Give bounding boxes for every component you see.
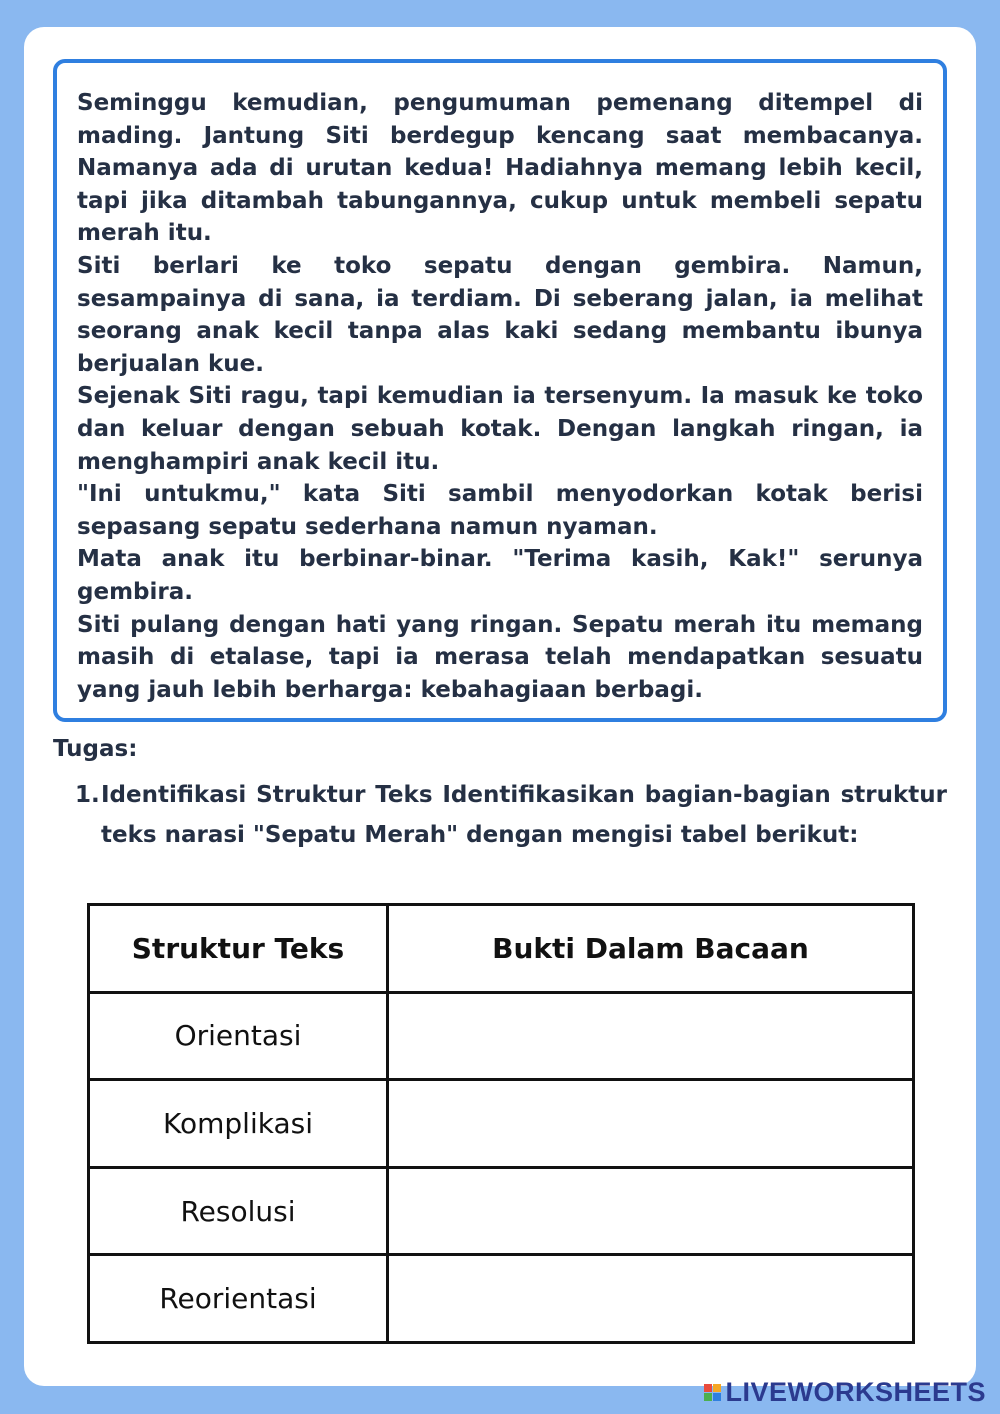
evidence-input-resolusi[interactable] [388,1167,914,1255]
table-row [89,992,914,1080]
structure-table [87,903,915,1344]
logo-square-1 [704,1384,712,1392]
task-item-text: Identifikasi Struktur Teks Identifikasikan bagian-bagian struktur teks narasi "Sepatu Merah" dengan mengisi tabel berikut: [101,782,947,848]
evidence-input-reorientasi[interactable] [388,1255,914,1343]
story-paragraph-2: Siti berlari ke toko sepatu dengan gembira. Namun, sesampainya di sana, ia terdiam. Di seberang jalan, ia melihat seorang anak kecil tanpa alas kaki sedang membantu ibunya berjualan kue. [77,252,923,377]
logo-square-4 [713,1393,721,1401]
logo-square-2 [713,1384,721,1392]
story-paragraph-6: Siti pulang dengan hati yang ringan. Sepatu merah itu memang masih di etalase, tapi ia merasa telah mendapatkan sesuatu yang jauh lebih berharga: kebahagiaan berbagi. [77,611,923,703]
evidence-input-orientasi[interactable] [388,992,914,1080]
story-paragraph-4: "Ini untukmu," kata Siti sambil menyodorkan kotak berisi sepasang sepatu sederhana namun nyaman. [77,481,923,540]
evidence-input-komplikasi[interactable] [388,1080,914,1168]
table-row [89,1255,914,1343]
table-row [89,1167,914,1255]
story-paragraph-3: Sejenak Siti ragu, tapi kemudian ia tersenyum. Ia masuk ke toko dan keluar dengan sebuah kotak. Dengan langkah ringan, ia menghampiri anak kecil itu. [77,383,923,475]
task-heading: Tugas: [53,736,138,762]
task-item-number: 1. [75,782,100,808]
header-bukti-dalam-bacaan: Bukti Dalam Bacaan [388,905,914,993]
structure-cell-resolusi: Resolusi [89,1167,388,1255]
header-struktur-teks: Struktur Teks [89,905,388,993]
story-paragraph-5: Mata anak itu berbinar-binar. "Terima kasih, Kak!" serunya gembira. [77,546,923,605]
task-item-1 [75,775,947,855]
structure-cell-komplikasi: Komplikasi [89,1080,388,1168]
liveworksheets-logo [704,1377,986,1408]
structure-cell-orientasi: Orientasi [89,992,388,1080]
table-row [89,1080,914,1168]
table-header-row [89,905,914,993]
structure-cell-reorientasi: Reorientasi [89,1255,388,1343]
logo-square-3 [704,1393,712,1401]
logo-text: LIVEWORKSHEETS [725,1377,986,1407]
story-paragraph-1: Seminggu kemudian, pengumuman pemenang ditempel di mading. Jantung Siti berdegup kencang saat membacanya. Namanya ada di urutan kedua! Hadiahnya memang lebih kecil, tapi jika ditambah tabungannya, cukup untuk membeli sepatu merah itu. [77,90,923,247]
story-text-box [53,59,947,722]
logo-mark-icon [704,1384,721,1401]
